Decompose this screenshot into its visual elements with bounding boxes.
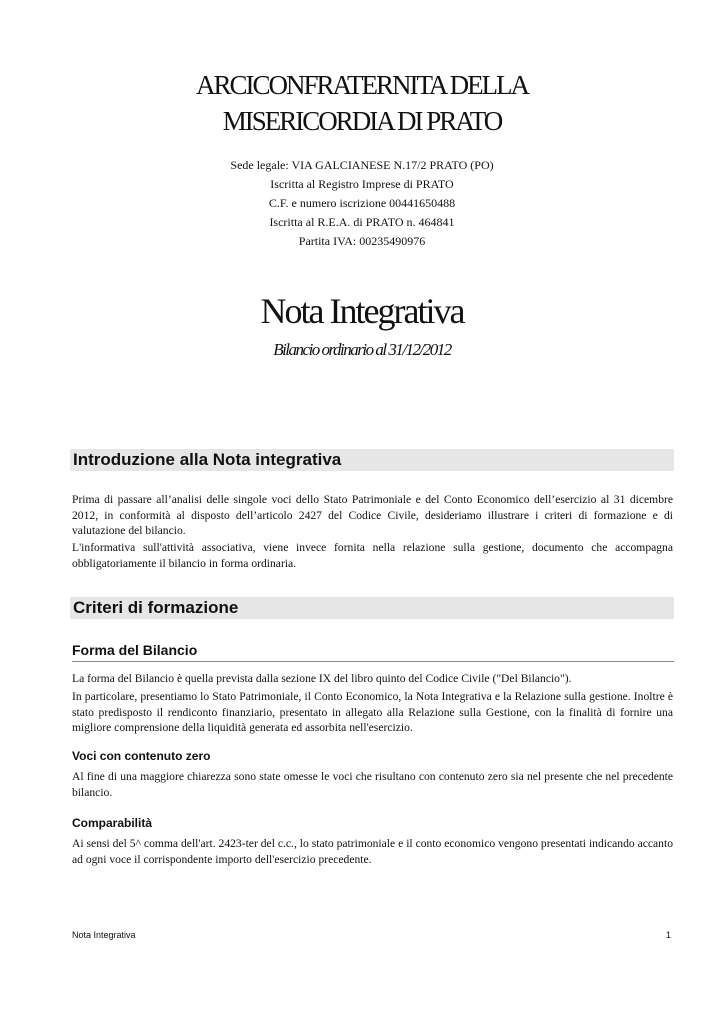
company-info [0,156,724,251]
paragraph-forma-2: In particolare, presentiamo lo Stato Patrimoniale, il Conto Economico, la Nota Integrativa e la Relazione sulla gestione. Inoltre è stato predisposto il rendiconto finanziario, presentato in allegato alla Relazione sulla Gestione, con la finalità di fornire una migliore comprensione della liquidità generata ed assorbita nell'esercizio. [72,690,673,734]
paragraph-intro-2: L'informativa sull'attività associativa, viene invece fornita nella relazione sulla gestione, documento che accompagna obbligatoriamente il bilancio in forma ordinaria. [72,541,673,570]
document-title: Nota Integrativa [260,291,464,331]
paragraph-forma-1: La forma del Bilancio è quella prevista dalla sezione IX del libro quinto del Codice Civile ("Del Bilancio"). [72,672,572,685]
document-subtitle: Bilancio ordinario al 31/12/2012 [273,340,451,359]
info-registro-imprese: Iscritta al Registro Imprese di PRATO [270,177,454,191]
paragraph-intro-1: Prima di passare all’analisi delle singole voci dello Stato Patrimoniale e del Conto Economico dell’esercizio al 31 dicembre 2012, in conformità al disposto dell’articolo 2427 del Codice Civile, desideriamo illustrare i criteri di formazione e di valutazione del bilancio. [72,493,673,537]
footer-label: Nota Integrativa [72,930,136,940]
heading-comparabilita: Comparabilità [72,816,153,830]
paragraph-comparabilita: Ai sensi del 5^ comma dell'art. 2423-ter del c.c., lo stato patrimoniale e il conto economico vengono presentati indicando accanto ad ogni voce il corrispondente importo dell'esercizio precedente. [72,837,673,866]
organization-name-line2: MISERICORDIA DI PRATO [222,106,502,136]
info-codice-fiscale: C.F. e numero iscrizione 00441650488 [268,196,456,210]
heading-criteri-formazione: Criteri di formazione [70,597,674,619]
heading-introduzione: Introduzione alla Nota integrativa [70,449,674,471]
info-sede-legale: Sede legale: VIA GALCIANESE N.17/2 PRATO (PO) [230,158,494,172]
footer-page-number: 1 [666,930,672,940]
paragraph-voci: Al fine di una maggiore chiarezza sono state omesse le voci che risultano con contenuto zero sia nel presente che nel precedente bilancio. [72,770,673,799]
heading-forma-bilancio: Forma del Bilancio [72,642,674,662]
heading-voci-contenuto-zero: Voci con contenuto zero [72,749,211,763]
info-rea: Iscritta al R.E.A. di PRATO n. 464841 [269,215,455,229]
info-partita-iva: Partita IVA: 00235490976 [298,234,426,248]
organization-name-line1: ARCICONFRATERNITA DELLA [195,70,529,100]
